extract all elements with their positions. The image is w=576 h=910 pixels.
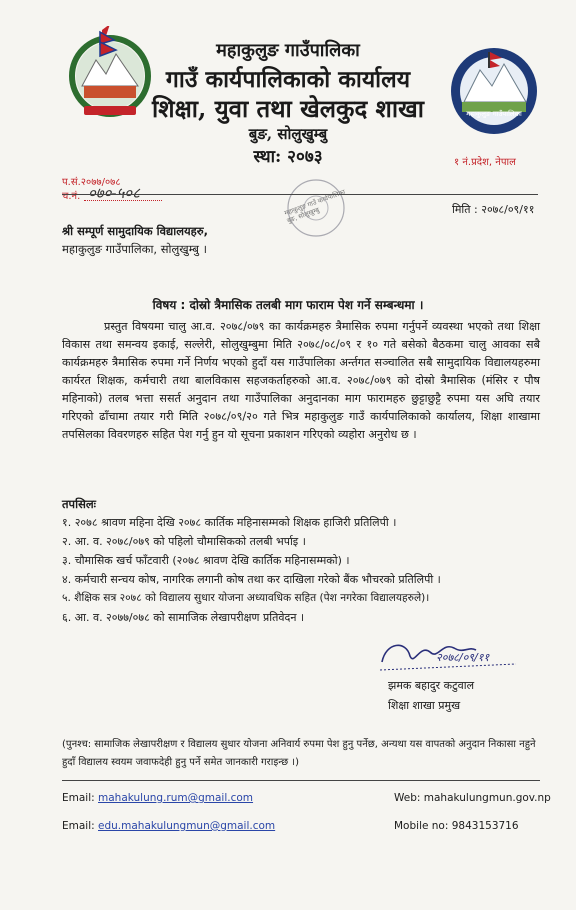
list-item: २. आ. व. २०७८/०७९ को पहिलो चौमासिकको तलबी भर्पाइ । <box>62 535 306 548</box>
signatory-title: शिक्षा शाखा प्रमुख <box>388 699 461 712</box>
email-link-1[interactable]: mahakulung.rum@gmail.com <box>98 792 254 804</box>
handwritten-signature <box>376 634 526 676</box>
patra-sankhya: प.सं.२०७७/०७८ <box>62 177 121 188</box>
list-item: ४. कर्मचारी सन्चय कोष, नागरिक लगानी कोष तथा कर दाखिला गरेको बैंक भौचरको प्रतिलिपी । <box>62 573 441 586</box>
email-label: Email: <box>62 820 95 832</box>
office-stamp <box>276 176 356 240</box>
municipality-logo-text: महाकुलुङ गाउँपालिका <box>466 110 522 118</box>
body-paragraph: प्रस्तुत विषयमा चालु आ.व. २०७८/०७९ का कार्यक्रमहरु त्रैमासिक रुपमा गर्नुपर्ने व्यवस्था भएको तथा शिक्षा विकास तथा समन्वय इकाई, सल्लेरी, सोलुखुम्बुमा मिति २०७८/०८/०९ र १० गते बसेको बैठकमा चालु आवका सबै कार्यक्रमहरु त्रैमासिक रुपमा गर्ने निर्णय भएको हुदाँ यस गाउँपालिका अर्न्तगत सञ्चालित सबै सामुदायिक विद्यालयहरुमा कार्यरत शिक्षक, कर्मचारी तथा बालविकास सहजकर्ताहरुको आ.व. २०७८/०७९ को दोस्रो त्रैमासिक (मंसिर र पौष महिनाको) तलब भत्ता ससर्त अनुदान तथा गाउँपालिका अनुदानका माग फारामहरु छुट्टाछुट्टै रुपमा यस अघि तयार गरिएको ढाँचामा तयार गरी मिति २०७८/०९/२० गते भित्र महाकुलुङ गाउँ कार्यपालिकाको कार्यालय, शिक्षा शाखामा तपसिलका विवरणहरु सहित पेश गर्नु हुन यो सूचना प्रकाशन गरिएको व्यहोरा अनुरोध छ । <box>62 320 540 441</box>
province-text: १ नं.प्रदेश, नेपाल <box>454 157 516 168</box>
footnote: (पुनश्च: सामाजिक लेखापरीक्षण र विद्यालय सुधार योजना अनिवार्य रुपमा पेश हुनु पर्नेछ, अन्यथा यस वापतको अनुदान निकासा नहुने हुदाँ विद्यालय स्वयम जवाफदेही हुनु पर्ने समेत जानकारी गराइन्छ ।) <box>62 739 536 768</box>
header-line1: महाकुलुङ गाउँपालिका <box>216 40 360 61</box>
chalani-value: ०७०-५०८ <box>88 184 140 202</box>
recipient-line2: महाकुलुङ गाउँपालिका, सोलुखुम्बु । <box>62 242 208 256</box>
header-line2: गाउँ कार्यपालिकाको कार्यालय <box>165 66 411 93</box>
list-item: ६. आ. व. २०७७/०७८ को सामाजिक लेखापरीक्षण प्रतिवेदन । <box>62 611 305 624</box>
header-line3: शिक्षा, युवा तथा खेलकुद शाखा <box>152 94 424 123</box>
list-item: ३. चौमासिक खर्च फाँटवारी (२०७८ श्रावण देखि कार्तिक महिनासम्मको) । <box>62 554 350 567</box>
signatory-name: झमक बहादुर कटुवाल <box>388 679 475 692</box>
email-label: Email: <box>62 792 95 804</box>
chalani-label: च.नं. <box>62 191 81 202</box>
signature-date: २०७८/०९/११ <box>436 651 490 664</box>
tapasil-label: तपसिलः <box>62 497 96 511</box>
header-line4: बुङ, सोलुखुम्बु <box>248 125 328 143</box>
footer-email1 <box>62 792 253 804</box>
footer-web: Web: mahakulungmun.gov.np <box>394 792 551 804</box>
stamp-text: महाकुलुङ गाउँ कार्यपालिका बुङ, सोलुखुम्बु <box>283 187 347 225</box>
list-item: १. २०७८ श्रावण महिना देखि २०७८ कार्तिक महिनासम्मको शिक्षक हाजिरी प्रतिलिपी । <box>62 516 397 529</box>
header-line5: स्था: २०७३ <box>253 147 323 167</box>
subject: विषय : दोस्रो त्रैमासिक तलबी माग फाराम पेश गर्ने सम्बन्धमा । <box>152 298 424 312</box>
recipient-line1: श्री सम्पूर्ण सामुदायिक विद्यालयहरु, <box>62 224 209 238</box>
header-divider <box>62 194 538 195</box>
email-link-2[interactable]: edu.mahakulungmun@gmail.com <box>98 820 276 832</box>
date-text: मिति : २०७८/०९/११ <box>452 203 535 216</box>
list-item: ५. शैक्षिक सत्र २०७८ को विद्यालय सुधार योजना अध्यावधिक सहित (पेश नगरेका विद्यालयहरुले)। <box>62 592 430 604</box>
chalani-underline <box>84 200 162 201</box>
footer-mobile: Mobile no: 9843153716 <box>394 820 519 832</box>
footer-email2 <box>62 820 275 832</box>
footer-divider <box>62 780 540 781</box>
